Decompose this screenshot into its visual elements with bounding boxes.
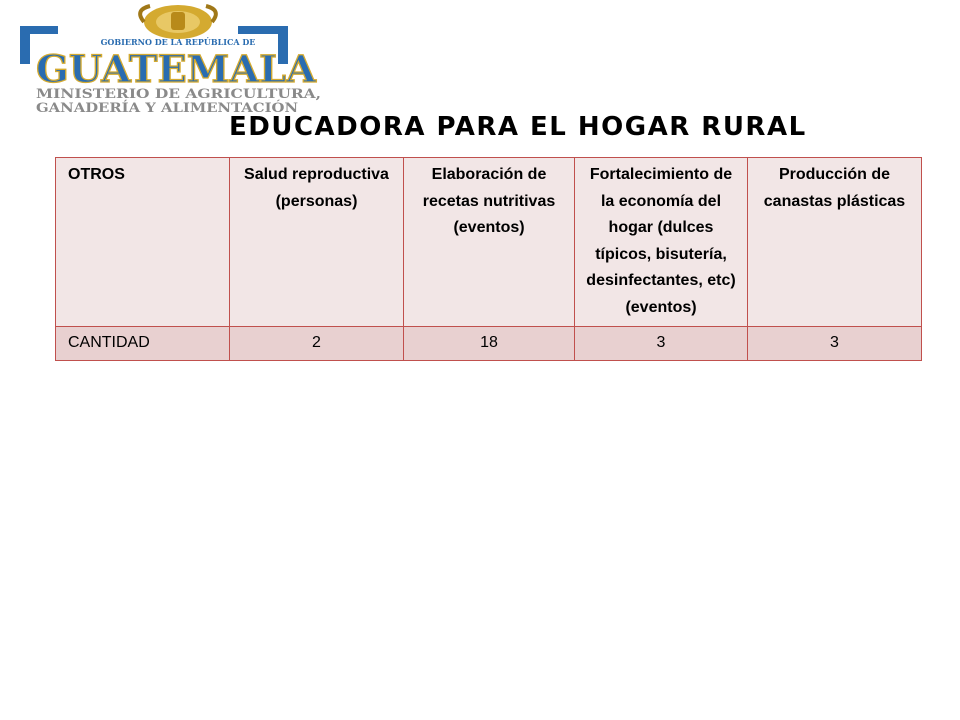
page-title: EDUCADORA PARA EL HOGAR RURAL (229, 112, 807, 142)
value-cell-canastas: 3 (748, 327, 922, 361)
header-cell-salud: Salud reproductiva (personas) (230, 158, 404, 327)
header-cell-economia: Fortalecimiento de la economía del hogar (dulces típicos, bisutería, desinfectantes, etc) (eventos) (575, 158, 748, 327)
header-cell-otros: OTROS (56, 158, 230, 327)
activities-table (55, 157, 922, 361)
table-header-row (56, 158, 922, 327)
value-cell-economia: 3 (575, 327, 748, 361)
header-cell-recetas: Elaboración de recetas nutritivas (eventos) (404, 158, 575, 327)
row-label-cell: CANTIDAD (56, 327, 230, 361)
table-row (56, 327, 922, 361)
value-cell-recetas: 18 (404, 327, 575, 361)
coat-of-arms-icon (140, 5, 216, 39)
ministry-logo (18, 2, 340, 116)
logo-country-text: GUATEMALA (36, 47, 318, 91)
logo-ministry-line2: GANADERÍA Y ALIMENTACIÓN (36, 101, 266, 116)
logo-ministry-line1: MINISTERIO DE AGRICULTURA, (36, 87, 321, 102)
value-cell-salud: 2 (230, 327, 404, 361)
header-cell-canastas: Producción de canastas plásticas (748, 158, 922, 327)
logo-top-text: GOBIERNO DE LA REPÚBLICA DE (100, 37, 256, 47)
